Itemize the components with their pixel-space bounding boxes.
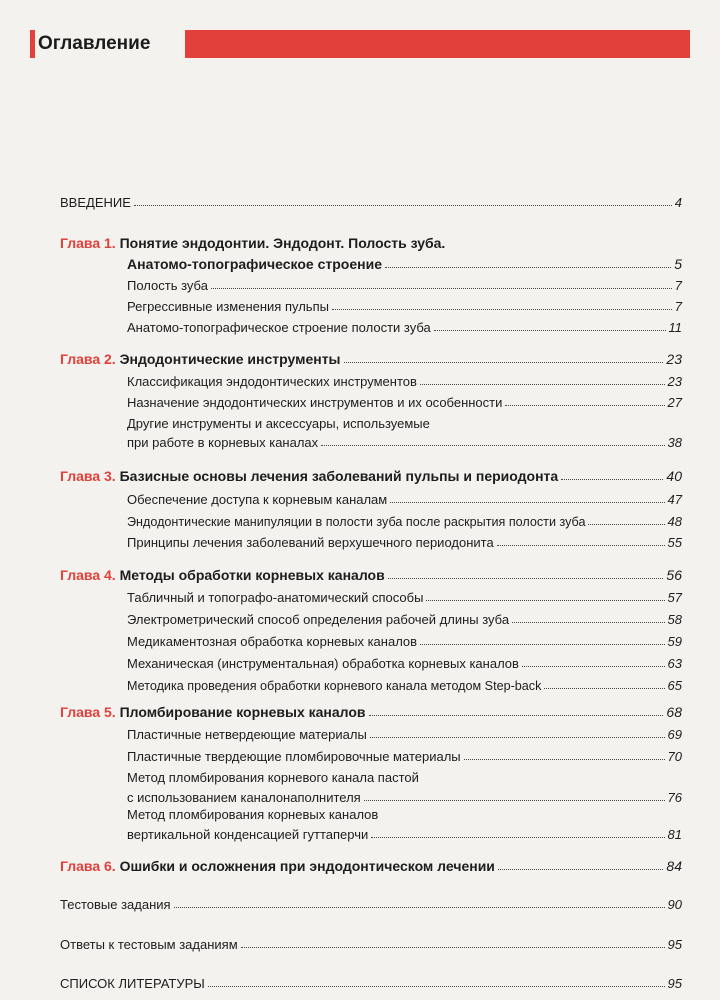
toc-chapter-1-line2[interactable] xyxy=(127,250,682,272)
toc-label: с использованием каналонаполнителя xyxy=(127,790,361,805)
toc-page: 5 xyxy=(674,256,682,272)
toc-entry-answers[interactable] xyxy=(60,930,682,952)
toc-label: Табличный и топографо-анатомический способы xyxy=(127,590,424,605)
leader-dots xyxy=(241,947,665,948)
toc-label: вертикальной конденсацией гуттаперчи xyxy=(127,827,369,842)
toc-page: 95 xyxy=(667,976,682,991)
toc-page: 69 xyxy=(667,727,682,742)
leader-dots xyxy=(464,759,665,760)
toc-entry[interactable] xyxy=(127,742,682,764)
toc-entry[interactable] xyxy=(127,388,682,410)
toc-page: 7 xyxy=(674,299,682,314)
toc-label: Классификация эндодонтических инструментов xyxy=(127,374,417,389)
toc-entry[interactable] xyxy=(127,507,682,529)
leader-dots xyxy=(385,267,671,268)
toc-page: 76 xyxy=(667,790,682,805)
toc-label: Метод пломбирования корневого канала пастой xyxy=(127,770,419,785)
toc-page: 70 xyxy=(667,749,682,764)
toc-label: при работе в корневых каналах xyxy=(127,435,319,450)
toc-page: 38 xyxy=(667,435,682,450)
toc-label: Медикаментозная обработка корневых каналов xyxy=(127,634,418,649)
toc-page: 7 xyxy=(674,278,682,293)
leader-dots xyxy=(420,384,665,385)
toc-page: 23 xyxy=(667,374,682,389)
toc-entry-intro[interactable] xyxy=(60,188,682,210)
leader-dots xyxy=(211,288,672,289)
leader-dots xyxy=(174,907,665,908)
toc-chapter-3[interactable] xyxy=(60,462,682,484)
leader-dots xyxy=(344,362,664,363)
leader-dots xyxy=(588,524,664,525)
toc-label: Другие инструменты и аксессуары, используемые xyxy=(127,416,430,431)
toc-label: Эндодонтические манипуляции в полости зуба после раскрытия полости зуба xyxy=(127,515,586,529)
toc-label: Метод пломбирования корневых каналов xyxy=(127,807,379,822)
leader-dots xyxy=(134,205,672,206)
leader-dots xyxy=(332,309,672,310)
chapter-title: Методы обработки корневых каналов xyxy=(119,567,385,583)
chapter-number: Глава 2. xyxy=(60,351,116,367)
leader-dots xyxy=(426,600,664,601)
leader-dots xyxy=(369,715,664,716)
toc-page: 65 xyxy=(667,678,682,693)
chapter-title-cont: Анатомо-топографическое строение xyxy=(127,256,382,272)
toc-page: 48 xyxy=(667,514,682,529)
toc-entry-tests[interactable] xyxy=(60,890,682,912)
toc-entry-literature[interactable] xyxy=(60,969,682,991)
toc-entry-line1[interactable] xyxy=(127,800,682,822)
leader-dots xyxy=(434,330,666,331)
toc-page: 68 xyxy=(666,704,682,720)
toc-chapter-1[interactable] xyxy=(60,229,682,251)
toc-page: 84 xyxy=(666,858,682,874)
toc-page: 23 xyxy=(666,351,682,367)
chapter-title: Эндодонтические инструменты xyxy=(119,351,341,367)
toc-page: 11 xyxy=(668,320,682,335)
leader-dots xyxy=(498,869,664,870)
toc-label: ВВЕДЕНИЕ xyxy=(60,195,131,210)
toc-page: 56 xyxy=(666,567,682,583)
toc-page: 58 xyxy=(667,612,682,627)
toc-entry[interactable] xyxy=(127,649,682,671)
toc-label: Полость зуба xyxy=(127,278,208,293)
toc-label: СПИСОК ЛИТЕРАТУРЫ xyxy=(60,976,205,991)
toc-label: Анатомо-топографическое строение полости зуба xyxy=(127,320,431,335)
toc-page: 90 xyxy=(667,897,682,912)
toc-label: Пластичные твердеющие пломбировочные материалы xyxy=(127,749,461,764)
toc-label: Пластичные нетвердеющие материалы xyxy=(127,727,367,742)
leader-dots xyxy=(544,688,664,689)
toc-chapter-2[interactable] xyxy=(60,345,682,367)
toc-entry[interactable] xyxy=(127,583,682,605)
toc-label: Электрометрический способ определения рабочей длины зуба xyxy=(127,612,510,627)
toc-entry-line2[interactable] xyxy=(127,820,682,842)
leader-dots xyxy=(512,622,664,623)
toc-entry[interactable] xyxy=(127,605,682,627)
leader-dots xyxy=(390,502,664,503)
toc-label: Методика проведения обработки корневого канала методом Step-back xyxy=(127,679,542,693)
toc-label: Ответы к тестовым заданиям xyxy=(60,937,238,952)
toc-chapter-6[interactable] xyxy=(60,852,682,874)
toc-entry[interactable] xyxy=(127,720,682,742)
leader-dots xyxy=(371,837,664,838)
toc-entry[interactable] xyxy=(127,528,682,550)
chapter-number: Глава 3. xyxy=(60,468,116,484)
page-title: Оглавление xyxy=(38,33,151,54)
chapter-number: Глава 5. xyxy=(60,704,116,720)
toc-page: 95 xyxy=(667,937,682,952)
toc-page: 59 xyxy=(667,634,682,649)
chapter-title: Понятие эндодонтии. Эндодонт. Полость зуба. xyxy=(119,235,446,251)
leader-dots xyxy=(522,666,665,667)
leader-dots xyxy=(505,405,664,406)
leader-dots xyxy=(561,479,663,480)
toc-page: 55 xyxy=(667,535,682,550)
toc-page: 57 xyxy=(667,590,682,605)
leader-dots xyxy=(208,986,665,987)
toc-label: Назначение эндодонтических инструментов и их особенности xyxy=(127,395,503,410)
chapter-title: Ошибки и осложнения при эндодонтическом лечении xyxy=(119,858,495,874)
leader-dots xyxy=(388,578,664,579)
toc-chapter-4[interactable] xyxy=(60,561,682,583)
toc-entry[interactable] xyxy=(127,271,682,293)
toc-page: 40 xyxy=(666,468,682,484)
toc-page: 4 xyxy=(674,195,682,210)
toc-label: Регрессивные изменения пульпы xyxy=(127,299,329,314)
toc-page: 81 xyxy=(667,827,682,842)
leader-dots xyxy=(497,545,665,546)
toc-entry[interactable] xyxy=(127,313,682,335)
toc-label: Принципы лечения заболеваний верхушечного периодонита xyxy=(127,535,494,550)
toc-entry[interactable] xyxy=(127,671,682,693)
toc-chapter-5[interactable] xyxy=(60,698,682,720)
toc-entry[interactable] xyxy=(127,627,682,649)
chapter-title: Пломбирование корневых каналов xyxy=(119,704,366,720)
toc-entry[interactable] xyxy=(127,367,682,389)
toc-page: 63 xyxy=(667,656,682,671)
leader-dots xyxy=(321,445,664,446)
chapter-number: Глава 6. xyxy=(60,858,116,874)
leader-dots xyxy=(420,644,664,645)
leader-dots xyxy=(370,737,665,738)
toc-label: Тестовые задания xyxy=(60,897,171,912)
chapter-number: Глава 4. xyxy=(60,567,116,583)
toc-page: 47 xyxy=(667,492,682,507)
toc-entry[interactable] xyxy=(127,485,682,507)
chapter-title: Базисные основы лечения заболеваний пульпы и периодонта xyxy=(119,468,559,484)
toc-label: Обеспечение доступа к корневым каналам xyxy=(127,492,388,507)
toc-entry-line1[interactable] xyxy=(127,763,682,785)
toc-page: 27 xyxy=(667,395,682,410)
toc-label: Механическая (инструментальная) обработка корневых каналов xyxy=(127,656,519,671)
chapter-number: Глава 1. xyxy=(60,235,116,251)
toc-entry[interactable] xyxy=(127,292,682,314)
toc-entry-line2[interactable] xyxy=(127,428,682,450)
